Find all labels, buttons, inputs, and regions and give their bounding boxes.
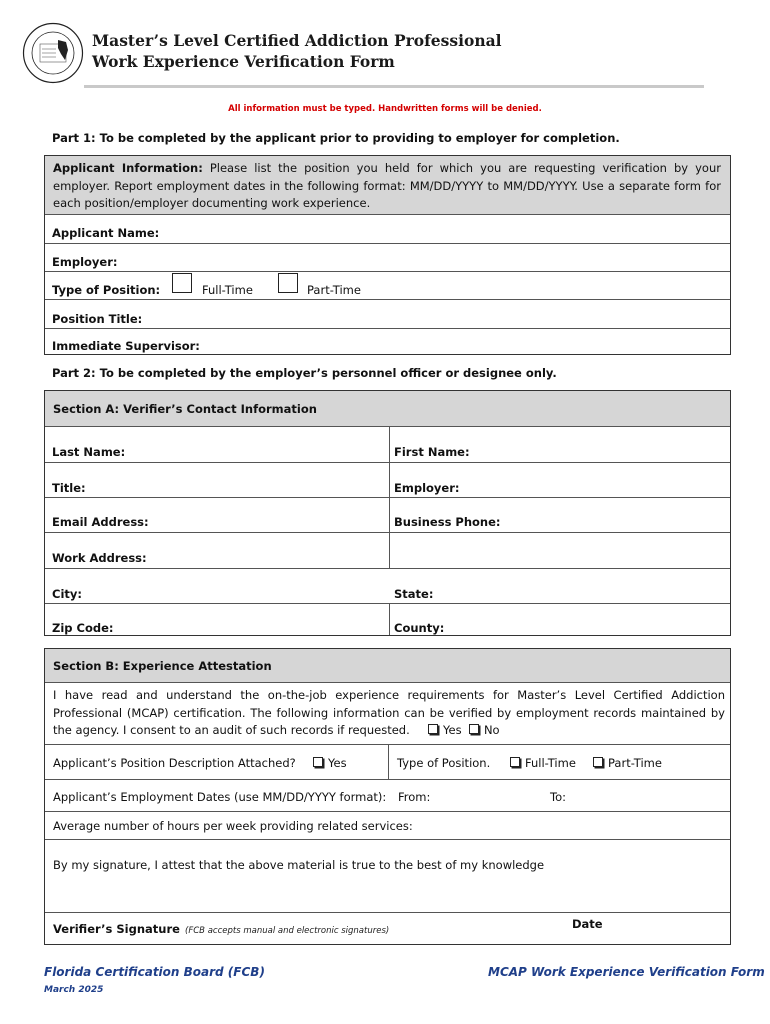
position-title-label: Position Title: xyxy=(52,312,143,326)
signature-line xyxy=(45,912,730,913)
type-position-label: Type of Position. xyxy=(397,756,491,770)
divider xyxy=(45,779,730,780)
form-title xyxy=(92,30,502,72)
city-label: City: xyxy=(52,587,82,601)
applicant-info-label: Applicant Information: xyxy=(53,161,203,175)
part-time-checkbox[interactable] xyxy=(278,273,298,293)
attestation-paragraph xyxy=(53,687,725,740)
consent-yes-label: Yes xyxy=(443,723,462,737)
typed-notice: All information must be typed. Handwritten forms will be denied. xyxy=(228,104,542,114)
signature-note: (FCB accepts manual and electronic signatures) xyxy=(185,926,390,936)
consent-yes-checkbox[interactable] xyxy=(428,724,438,734)
to-label: To: xyxy=(550,790,566,804)
description-attached-option xyxy=(313,756,347,770)
part1-heading: Part 1: To be completed by the applicant prior to providing to employer for completion. xyxy=(52,131,620,145)
part-time-option xyxy=(593,756,662,770)
divider xyxy=(45,839,730,840)
divider xyxy=(389,603,390,635)
divider xyxy=(45,328,730,329)
footer-date: March 2025 xyxy=(44,985,104,995)
divider xyxy=(45,532,730,533)
section-a-title: Section A: Verifier’s Contact Information xyxy=(53,402,317,416)
full-time-label: Full-Time xyxy=(202,283,253,297)
footer-form-name: MCAP Work Experience Verification Form xyxy=(488,965,765,979)
divider xyxy=(45,271,730,272)
attest-statement: By my signature, I attest that the above material is true to the best of my knowledge xyxy=(53,858,545,872)
description-yes-label: Yes xyxy=(328,756,347,770)
divider xyxy=(45,299,730,300)
header-divider xyxy=(84,85,704,88)
divider xyxy=(45,497,730,498)
description-attached-label: Applicant’s Position Description Attached? xyxy=(53,756,296,770)
consent-no-label: No xyxy=(483,723,500,737)
part-time-label: Part-Time xyxy=(307,283,361,297)
first-name-label: First Name: xyxy=(394,445,470,459)
title-label: Title: xyxy=(52,481,86,495)
divider xyxy=(45,682,730,683)
section-b-box xyxy=(44,648,731,945)
type-of-position-label: Type of Position: xyxy=(52,283,161,297)
email-label: Email Address: xyxy=(52,515,149,529)
section-a-box xyxy=(44,390,731,636)
full-time-option xyxy=(510,756,576,770)
supervisor-label: Immediate Supervisor: xyxy=(52,339,200,353)
divider xyxy=(45,462,730,463)
b-full-time-checkbox[interactable] xyxy=(510,757,520,767)
signature-label: Verifier’s Signature xyxy=(53,922,180,936)
divider xyxy=(45,568,730,569)
employment-dates-label: Applicant’s Employment Dates (use MM/DD/YYYY format): xyxy=(53,790,387,804)
average-hours-label: Average number of hours per week providing related services: xyxy=(53,819,413,833)
employer-label: Employer: xyxy=(52,255,118,269)
b-part-time-checkbox[interactable] xyxy=(593,757,603,767)
b-part-time-label: Part-Time xyxy=(608,756,662,770)
state-label: State: xyxy=(394,587,434,601)
applicant-info-text xyxy=(53,160,721,213)
footer-org: Florida Certification Board (FCB) xyxy=(44,965,265,979)
title-line-1: Master’s Level Certified Addiction Professional xyxy=(92,31,502,50)
full-time-checkbox[interactable] xyxy=(172,273,192,293)
divider xyxy=(45,603,730,604)
county-label: County: xyxy=(394,621,445,635)
divider xyxy=(45,811,730,812)
work-address-label: Work Address: xyxy=(52,551,147,565)
consent-no-checkbox[interactable] xyxy=(469,724,479,734)
divider xyxy=(45,214,730,215)
from-label: From: xyxy=(398,790,431,804)
signature-field[interactable] xyxy=(53,918,389,937)
attestation-text: I have read and understand the on-the-job experience requirements for Master’s Level Certified Addiction Professional (MCAP) certification. The following information can be verified by employment records maintained by the agency. I consent to an audit of such records if requested. xyxy=(53,688,725,737)
business-phone-label: Business Phone: xyxy=(394,515,501,529)
fcb-logo xyxy=(22,22,84,84)
zip-code-label: Zip Code: xyxy=(52,621,114,635)
applicant-info-instructions: Please list the position you held for which you are requesting verification by your employer. Report employment dates in the following format: MM/DD/YYYY to MM/DD/YYYY. Use a separate form for each position/employer documenting work experience. xyxy=(53,161,721,210)
last-name-label: Last Name: xyxy=(52,445,126,459)
description-yes-checkbox[interactable] xyxy=(313,757,323,767)
divider xyxy=(388,744,389,779)
part2-heading: Part 2: To be completed by the employer’s personnel officer or designee only. xyxy=(52,366,557,380)
section-b-title: Section B: Experience Attestation xyxy=(53,659,272,673)
b-full-time-label: Full-Time xyxy=(525,756,576,770)
date-label: Date xyxy=(572,917,603,931)
divider xyxy=(45,426,730,427)
verifier-employer-label: Employer: xyxy=(394,481,460,495)
title-line-2: Work Experience Verification Form xyxy=(92,52,395,71)
applicant-name-label: Applicant Name: xyxy=(52,226,160,240)
divider xyxy=(45,243,730,244)
applicant-info-box xyxy=(44,155,731,355)
